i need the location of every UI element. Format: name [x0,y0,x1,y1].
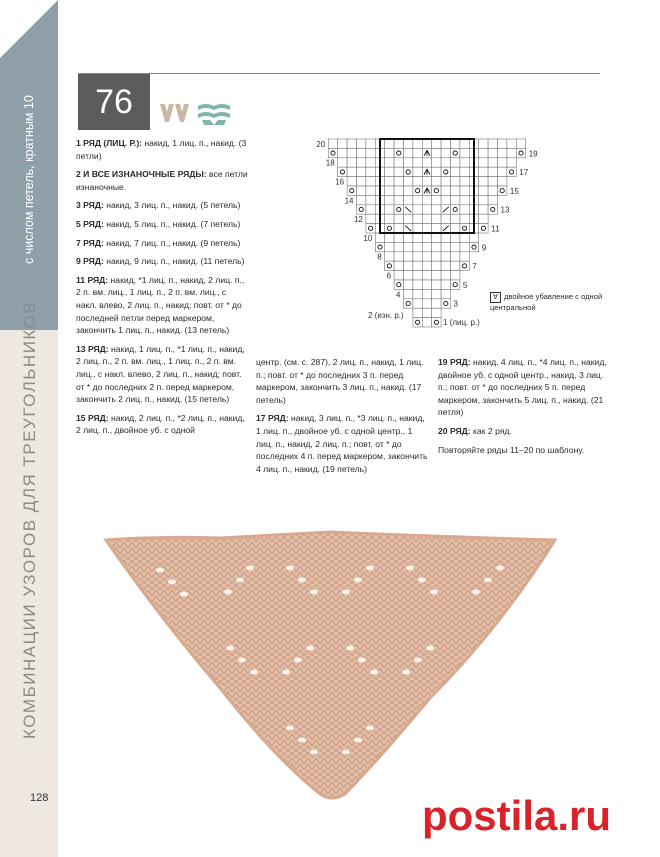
chart-cell [422,205,431,214]
chart-cell [413,186,422,195]
row-instruction: 9 РЯД: накид, 9 лиц. п., накид. (11 петель) [76,256,245,267]
chart-cell [488,148,497,157]
sidebar-corner-notch [0,0,58,58]
chart-label-row-2: 2 (изн. р.) [368,311,404,320]
instructions-column-2 [256,356,428,481]
chart-cell [385,148,394,157]
chart-cell [347,148,356,157]
chart-cell [366,186,375,195]
chart-cell [413,195,422,204]
chart-cell [413,158,422,167]
chart-cell [479,195,488,204]
chart-cell [385,186,394,195]
chart-cell [432,233,441,242]
chart-cell [404,167,413,176]
chart-cell [441,252,450,261]
chart-row-label: 11 [491,224,500,234]
row-instruction: центр. (см. с. 287), 2 лиц. п., накид, 1 лиц. п.; повт. от * до последних 3 п. перед маркером, закончить 3 лиц. п., накид. (17 петель) [256,357,424,405]
chart-cell [441,233,450,242]
page-number: 128 [30,792,49,804]
row-instruction: 13 РЯД: накид, 1 лиц. п., *1 лиц. п., накид, 2 лиц. п., 2 п. вм. лиц., 1 лиц. п., 2 п. вм. лиц., с накл. влево, 2 лиц. п., накид; повт. от * до последних 2 п. перед маркером, закончить 2 лиц. п., накид. (15 петель) [76,343,245,405]
chart-cell [432,280,441,289]
chart-cell [404,158,413,167]
chart-cell [451,233,460,242]
chart-cell [441,177,450,186]
chart-cell [394,195,403,204]
chart-cell [357,158,366,167]
chart-label-row-1: 1 (лиц. р.) [443,318,480,327]
chart-cell [422,224,431,233]
row-instruction: 11 РЯД: накид, *1 лиц. п., накид, 2 лиц. п., 2 п. вм. лиц., 1 лиц. п., 2 п. вм. лиц., с накл. влево, 2 лиц. п., накид; повт. от * до последней петли перед маркером, закончить 1 лиц. п., накид. (13 петель) [76,274,245,336]
chart-cell [394,139,403,148]
chart-cell [422,289,431,298]
chart-cell [422,308,431,317]
chart-cell [460,233,469,242]
chart-cell [394,280,403,289]
chart-row-label: 9 [481,243,487,253]
chart-cell [422,139,431,148]
chart-legend [490,292,610,313]
chart-cell [375,242,384,251]
chart-cell [460,195,469,204]
chart-cell [357,205,366,214]
chart-cell [413,167,422,176]
chart-cell [385,233,394,242]
chart-row-label: 17 [519,168,529,178]
chart-cell [413,271,422,280]
chart-cell [413,242,422,251]
chart-cell [413,224,422,233]
chart-cell [413,280,422,289]
chart-cell [422,158,431,167]
chart-cell [479,214,488,223]
chart-cell [385,214,394,223]
row-instruction: 15 РЯД: накид, 2 лиц. п., *2 лиц. п., накид, 2 лиц. п., двойное уб. с одной [76,412,245,436]
chart-cell [441,261,450,270]
chart-cell [357,167,366,176]
chart-cell [338,139,347,148]
chart-cell [432,214,441,223]
chart-cell [404,177,413,186]
chart-cell [413,214,422,223]
chart-cell [451,242,460,251]
chart-cell [394,242,403,251]
row-instruction: 1 РЯД (ЛИЦ. Р.): накид, 1 лиц. п., накид. (3 петли) [76,138,247,161]
chart-cell [488,139,497,148]
chart-cell [432,289,441,298]
chart-cell [366,148,375,157]
chart-cell [394,148,403,157]
sidebar [0,0,58,857]
chart-cell [432,271,441,280]
chart-cell [451,224,460,233]
chart-row-label: 13 [500,205,510,215]
chart-row-label: 4 [396,290,401,300]
difficulty-badges [158,100,232,126]
chart-cell [394,186,403,195]
swatch-triangle [106,532,555,798]
chart-cell [328,139,337,148]
chart-cell [488,167,497,176]
chart-cell [479,139,488,148]
chart-cell [451,280,460,289]
chart-cell [507,167,516,176]
chart-cell [460,224,469,233]
chart-cell [366,195,375,204]
chart-cell [413,299,422,308]
chart-cell [413,205,422,214]
chart-cell [488,186,497,195]
chart-cell [441,148,450,157]
instructions-column-1 [76,137,248,443]
chart-cell [469,242,478,251]
chart-cell [451,177,460,186]
chart-row-label: 14 [344,196,354,206]
chart-row-label: 20 [316,139,326,149]
chart-cell [413,318,422,327]
row-instruction: 7 РЯД: накид, 7 лиц. п., накид. (9 петель) [76,237,241,248]
chart-cell [479,186,488,195]
chart-cell [498,177,507,186]
chart-cell [460,261,469,270]
chart-cell [451,186,460,195]
chart-cell [441,167,450,176]
chart-cell [366,177,375,186]
chart-cell [404,148,413,157]
chart-cell [479,158,488,167]
chart-cell [394,261,403,270]
chart-cell [404,280,413,289]
chart-cell [404,233,413,242]
row-instruction: 3 РЯД: накид, 3 лиц. п., накид. (5 петель) [76,200,241,211]
chart-cell [422,252,431,261]
chart-row-label: 7 [472,262,477,272]
chart-cell [441,186,450,195]
chart-cell [366,214,375,223]
chart-cell [460,158,469,167]
chart-cell [498,186,507,195]
chart-cell [404,252,413,261]
chart-cell [498,139,507,148]
chart-cell [507,139,516,148]
row-instruction: 2 И ВСЕ ИЗНАНОЧНЫЕ РЯДЫ: все петли изнаночные. [76,169,248,192]
chart-cell [451,271,460,280]
chart-cell [404,195,413,204]
chart-row-label: 5 [462,280,468,290]
chart-cell [460,242,469,251]
chart-cell [385,224,394,233]
chart-row-label: 8 [377,252,382,262]
chart-cell [404,139,413,148]
chart-cell [422,233,431,242]
chart-cell [366,139,375,148]
instructions-column-3 [438,356,613,462]
chart-cell [347,158,356,167]
chart-cell [460,186,469,195]
purl-stitch-icon [198,104,230,125]
chart-cell [338,148,347,157]
chart-cell [432,186,441,195]
chart-cell [479,167,488,176]
chart-cell [394,177,403,186]
chart-cell [432,261,441,270]
chart-cell [488,195,497,204]
chart-cell [432,205,441,214]
chart-cell [451,167,460,176]
chart-cell [441,195,450,204]
chart-cell [404,289,413,298]
chart-cell [488,158,497,167]
chart-cell [347,177,356,186]
chart-cell [451,139,460,148]
chart-cell [479,224,488,233]
chart-cell [394,158,403,167]
watermark [420,786,650,846]
chart-cell [432,318,441,327]
chart-cell [366,167,375,176]
chart-cell [357,186,366,195]
chart-cell [413,233,422,242]
chart-cell [441,271,450,280]
chart-cell [422,271,431,280]
knit-stitch-icon [160,104,189,122]
chart-cell [516,139,525,148]
chart-cell [404,214,413,223]
chart-cell [357,148,366,157]
chart-cell [385,167,394,176]
chart-cell [347,167,356,176]
chart-cell [460,139,469,148]
chart-cell [385,158,394,167]
chart-cell [385,242,394,251]
chart-cell [394,224,403,233]
chart-cell [432,148,441,157]
chart-row-label: 10 [363,233,373,243]
sidebar-subtitle: с числом петель, кратным 10 [22,95,36,265]
chart-cell [413,252,422,261]
chart-cell [479,148,488,157]
chart-cell [404,186,413,195]
chart-cell [498,158,507,167]
chart-cell [385,139,394,148]
chart-cell [451,214,460,223]
row-instruction: 20 РЯД: как 2 ряд. [438,425,512,436]
chart-cell [441,139,450,148]
chart-cell [516,148,525,157]
chart-cell [451,195,460,204]
chart-cell [413,308,422,317]
chart-cell [338,158,347,167]
chart-cell [347,139,356,148]
chart-cell [366,224,375,233]
chart-cell [422,177,431,186]
header-rule [78,73,600,74]
chart-cell [375,233,384,242]
watermark-text: postila.ru [422,792,612,839]
chart-cell [394,205,403,214]
chart-cell [366,205,375,214]
chart-cell [394,233,403,242]
chart-cell [441,299,450,308]
chart-cell [507,158,516,167]
chart-cell [432,308,441,317]
chart-cell [357,177,366,186]
chart-cell [460,205,469,214]
chart-cell [366,158,375,167]
chart-cell [413,261,422,270]
row-instruction: 19 РЯД: накид, 4 лиц. п., *4 лиц. п., накид, двойное уб. с одной центр., накид, 3 лиц. п.; повт. от * до последних 5 п. перед маркером, закончить 5 лиц. п., накид. (21 петля) [438,357,607,418]
chart-cell [404,261,413,270]
legend-text: двойное убавление с одной центральной [490,292,603,312]
chart-cell [432,195,441,204]
chart-cell [432,224,441,233]
chart-cell [451,252,460,261]
chart-cell [469,233,478,242]
chart-cell [422,280,431,289]
sidebar-title: КОМБИНАЦИИ УЗОРОВ ДЛЯ ТРЕУГОЛЬНИКОВ [20,300,39,740]
chart-cell [413,148,422,157]
chart-cell [394,271,403,280]
pattern-number: 76 [78,74,150,130]
chart-row-label: 6 [386,271,392,281]
chart-cell [432,177,441,186]
chart-cell [422,195,431,204]
chart-cell [460,148,469,157]
chart-cell [432,252,441,261]
chart-cell [507,148,516,157]
chart-cell [394,167,403,176]
chart-cell [441,158,450,167]
chart-cell [451,261,460,270]
row-instruction: Повторяйте ряды 11–20 по шаблону. [438,444,585,455]
chart-cell [328,148,337,157]
row-instruction: 5 РЯД: накид, 5 лиц. п., накид. (7 петель) [76,218,241,229]
chart-cell [441,289,450,298]
chart-cell [422,242,431,251]
chart-cell [451,158,460,167]
chart-cell [479,177,488,186]
chart-cell [357,139,366,148]
chart-cell [385,195,394,204]
chart-cell [498,167,507,176]
chart-cell [404,242,413,251]
chart-cell [385,205,394,214]
chart-cell [385,261,394,270]
chart-cell [347,186,356,195]
chart-cell [394,252,403,261]
chart-cell [460,167,469,176]
chart-cell [441,214,450,223]
chart-cell [404,271,413,280]
knitted-swatch-photo [100,518,560,808]
chart-cell [385,252,394,261]
chart-cell [432,158,441,167]
chart-cell [432,167,441,176]
chart-cell [357,195,366,204]
chart-cell [432,299,441,308]
double-decrease-icon: Ɐ [490,292,501,303]
row-instruction: 17 РЯД: накид, 3 лиц. п., *3 лиц. п., накид, 1 лиц. п., двойное уб. с одной центр., 1 лиц. п., накид, 2 лиц. п.; повт. от * до последних 4 п. перед маркером, закончить 4 лиц. п., накид. (19 петель) [256,413,428,474]
chart-cell [422,299,431,308]
chart-cell [488,205,497,214]
chart-cell [460,252,469,261]
chart-cell [413,139,422,148]
chart-cell [498,148,507,157]
chart-cell [432,242,441,251]
chart-cell [441,280,450,289]
chart-cell [422,318,431,327]
chart-cell [460,177,469,186]
chart-cell [488,177,497,186]
chart-row-label: 15 [509,186,519,196]
chart-cell [441,242,450,251]
chart-cell [404,299,413,308]
chart-cell [413,289,422,298]
chart-cell [460,214,469,223]
chart-cell [451,205,460,214]
chart-row-label: 16 [335,177,345,187]
chart-row-label: 18 [325,158,335,168]
chart-cell [432,139,441,148]
chart-row-label: 3 [453,299,458,309]
chart-cell [422,261,431,270]
chart-cell [479,205,488,214]
chart-row-label: 12 [353,215,363,225]
chart-cell [422,214,431,223]
chart-row-label: 19 [528,149,538,159]
chart-cell [338,167,347,176]
chart-cell [385,177,394,186]
chart-cell [451,148,460,157]
chart-cell [413,177,422,186]
chart-cell [394,214,403,223]
